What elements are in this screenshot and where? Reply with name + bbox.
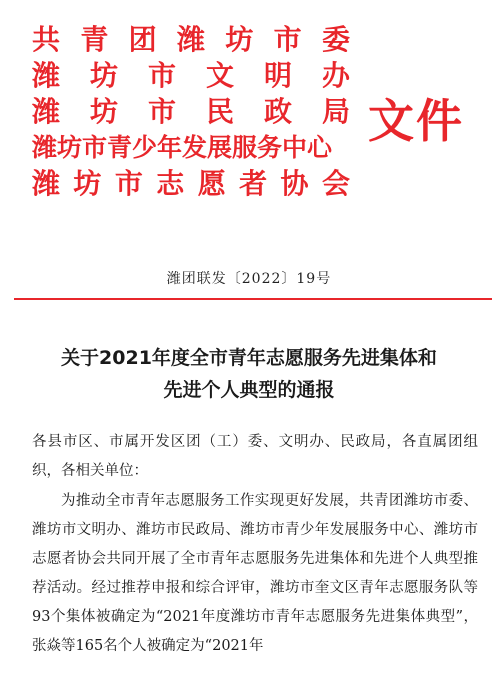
body-paragraph: 为推动全市青年志愿服务工作实现更好发展，共青团潍坊市委、潍坊市文明办、潍坊市民政局、潍坊市青少年发展服务中心、潍坊市志愿者协会共同开展了全市青年志愿服务先进集体和先进个人典型推荐活动。经过推荐申报和综合评审，潍坊市奎文区青年志愿服务队等93个集体被确定为“2021年度潍坊市青年志愿服务先进集体典型”，张焱等165名个人被确定为“2021年 (32, 493, 478, 654)
title-line-2: 先进个人典型的通报 (163, 379, 335, 401)
issuer-line: 潍坊市文明办 (32, 59, 350, 92)
issuer-line: 潍坊市民政局 (32, 95, 350, 128)
red-divider-line (14, 298, 492, 300)
letterhead (0, 0, 498, 250)
title-line-1: 关于2021年度全市青年志愿服务先进集体和 (61, 347, 437, 369)
addressee: 各县市区、市属开发区团（工）委、文明办、民政局，各直属团组织，各相关单位： (32, 434, 478, 479)
issuer-line: 潍坊市青少年发展服务中心 (32, 133, 333, 162)
document-type-label: 文件 (368, 94, 464, 148)
issuer-line: 潍坊市志愿者协会 (32, 167, 350, 200)
document-number: 潍团联发〔2022〕19号 (166, 271, 332, 287)
document-title (0, 342, 498, 406)
issuer-line: 共青团潍坊市委 (32, 23, 350, 56)
issuer-list (32, 22, 362, 202)
